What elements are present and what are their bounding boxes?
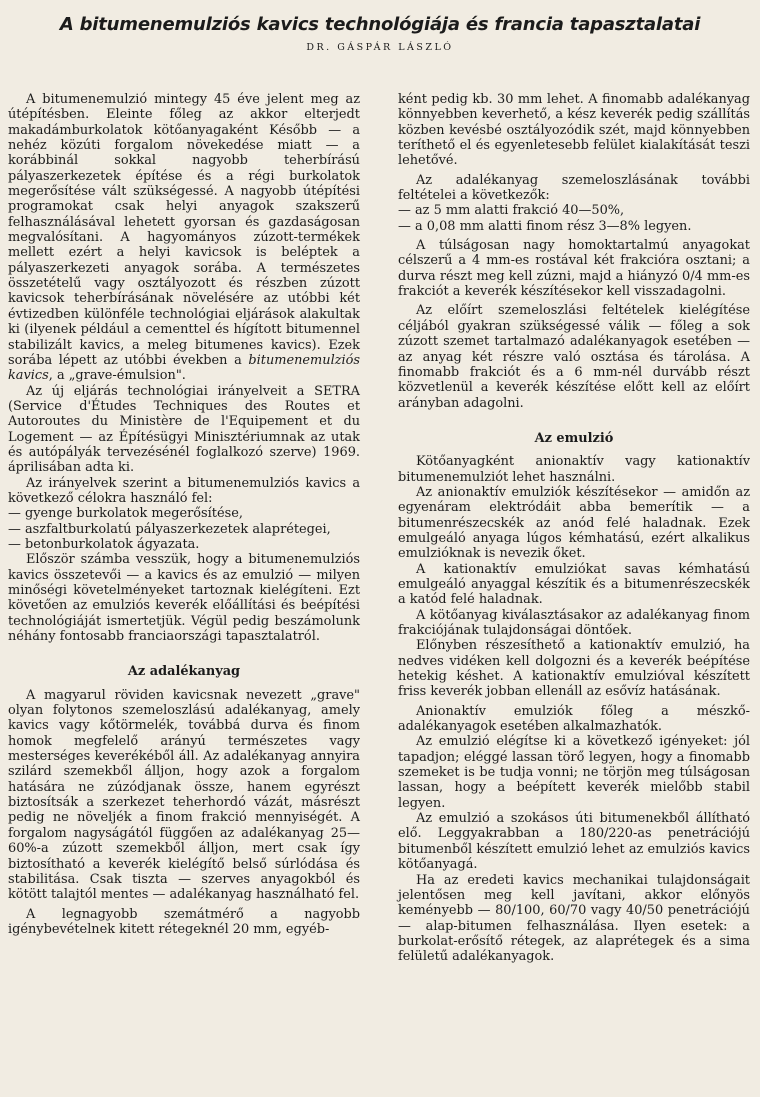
section-heading: Az adalékanyag [127,664,241,680]
article-author: DR. GÁSPÁR LÁSZLÓ [306,42,454,53]
paragraph: A túlságosan nagy homoktartalmú anyagokat célszerű a 4 mm-es rostával két frakcióra osztani; a durva részt meg kell zúzni, majd a hiányzó 0/4 mm-es frakciót a keverék készítésekor kell visszadagolni. [398,238,750,300]
paragraph [8,92,360,384]
list-item: — gyenge burkolatok megerősítése, [8,506,243,522]
paragraph: A magyarul röviden kavicsnak nevezett „grave" olyan folytonos szemeloszlású adalékanyag, amely kavics vagy kőtörmelék, továbbá durva és finom homok megfelelő arányú természetes vagy mesterséges keverékéből áll. Az adalékanyag annyira szilárd szemekből álljon, hogy azok a forgalom hatására ne zúzódjanak össze, hanem egyrészt biztosítsák a szerkezet teherhordó vázát, másrészt pedig ne növeljék a finom frakció mennyiségét. A forgalom nagyságától függően az adalékanyag 25—60%-a zúzott szemekből álljon, mert csak így biztosítható a keverék kielégítő belső súrlódása és stabilitása. Csak tiszta — szerves anyagokból és kötött talajtól mentes — adalékanyag használható fel. [8,687,360,903]
list-item: — az 5 mm alatti frakció 40—50%, [398,203,625,219]
paragraph: Az emulzió elégítse ki a következő igényeket: jól tapadjon; eléggé lassan törő legyen, hogy a finomabb szemeket is be tudja vonni; ne törjön meg túlságosan lassan, hogy a beépített keverék mielőbb stabil legyen. [398,734,750,811]
paragraph-text: , a „grave-émulsion". [48,368,186,384]
list-item: — aszfaltburkolatú pályaszerkezetek alaprétegei, [8,521,331,537]
list-item: — betonburkolatok ágyazata. [8,536,200,552]
paragraph: Anionaktív emulziók főleg a mészkő-adalékanyagok esetében alkalmazhatók. [398,703,750,735]
left-column [8,92,360,937]
paragraph: Az anionaktív emulziók készítésekor — amidőn az egyenáram elektródáit abba bemerítik — a bitumenrészecskék az anód felé haladnak. Ezek emulgeáló anyaga lúgos kémhatású, ezért alkalikus emulzióknak is nevezik őket. [398,484,750,562]
paragraph: Az előírt szemeloszlási feltételek kielégítése céljából gyakran szükségessé válik — főleg a sok zúzott szemet tartalmazó adalékanyagok esetében — az anyag két részre való osztása és tárolása. A finomabb frakciót és a 6 mm-nél durvább részt közvetlenül a keverék készítése előtt kell az előírt arányban adagolni. [398,303,750,411]
paragraph: Kötőanyagként anionaktív vagy kationaktív bitumenemulziót lehet használni. [398,454,750,485]
article-title: A bitumenemulziós kavics technológiája és francia tapasztalatai [59,14,701,35]
paragraph: Először számba vesszük, hogy a bitumenemulziós kavics összetevői — a kavics és az emulzió — milyen minőségi követelményeket tartoznak kielégíteni. Ezt követően az emulziós keverék előállítási és beépítési technológiáját ismertetjük. Végül pedig beszámolunk néhány fontosabb franciaországi tapasztalatról. [8,552,360,645]
list-item: — a 0,08 mm alatti finom rész 3—8% legyen. [398,218,692,234]
paragraph: Az új eljárás technológiai irányelveit a SETRA (Service d'Études Techniques des Routes et Autoroutes du Ministère de l'Equipement et du Logement — az Építésügyi Minisztériumnak az utak és autópályák tervezésénél foglalkozó szerve) 1969. áprilisában adta ki. [8,383,360,476]
paragraph-text: A bitumenemulzió mintegy 45 éve jelent meg az útépítésben. Eleinte főleg az akkor elterjedt makadámburkolatok kötőanyagaként Később — a nehéz közúti forgalom növekedése miatt — a korábbinál sokkal nagyobb teherbírású pályaszerkezetek építése és a régi burkolatok megerősítése vált szükségessé. A nagyobb útépítési programokat csak helyi anyagok szakszerű felhasználásával lehetett gyorsan és gazdaságosan megvalósítani. A hagyományos zúzott-termékek mellett ezért a helyi kavicsok is beléptek a pályaszerkezeti anyagok sorába. A természetes összetételű vagy osztályozott és részben zúzott kavicsok teherbírásának növelésére az utóbbi két évtizedben különféle technológiai eljárások alakultak ki (ilyenek például a cementtel és hígított bitumennel stabilizált kavics, a meleg bitumenes kavics). Ezek sorába lépett az utóbbi években a [8,92,360,368]
paragraph: Az emulzió a szokásos úti bitumenekből állítható elő. Leggyakrabban a 180/220-as penetrációjú bitumenből készített emulzió lehet az emulziós kavics kötőanyagá. [398,811,750,873]
paragraph: Az irányelvek szerint a bitumenemulziós kavics a következő célokra használó fel: [8,475,360,506]
paragraph: A kationaktív emulziókat savas kémhatású emulgeáló anyaggal készítik és a bitumenrészecskék a katód felé haladnak. [398,561,750,608]
paragraph: Előnyben részesíthető a kationaktív emulzió, ha nedves vidéken kell dolgozni és a keverék beépítése hetekig késhet. A kationaktív emulzióval készített friss keverék jobban ellenáll az esővíz hatásának. [398,638,750,700]
paragraph: A legnagyobb szemátmérő a nagyobb igénybevételnek kitett rétegeknél 20 mm, egyéb- [8,906,360,937]
emphasis-text: bitumenemulziós kavics [8,352,360,384]
paragraph: Az adalékanyag szemeloszlásának további feltételei a következők: [398,172,750,204]
section-heading: Az emulzió [534,430,614,446]
right-column [398,92,750,965]
paragraph: Ha az eredeti kavics mechanikai tulajdonságait jelentősen meg kell javítani, akkor előnyös keményebb — 80/100, 60/70 vagy 40/50 penetrációjú — alap-bitumen felhasználása. Ilyen esetek: a burkolat-erősítő rétegek, az alaprétegek és a sima felületű adalékanyagok. [398,872,750,965]
paragraph: A kötőanyag kiválasztásakor az adalékanyag finom frakciójának tulajdonságai döntőek. [398,607,750,638]
paragraph: ként pedig kb. 30 mm lehet. A finomabb adalékanyag könnyebben keverhető, a kész keverék pedig szállítás közben kevésbé osztályozódik szét, majd könnyebben teríthető el és egyenletesebb felület kialakítását teszi lehetővé. [398,92,750,169]
